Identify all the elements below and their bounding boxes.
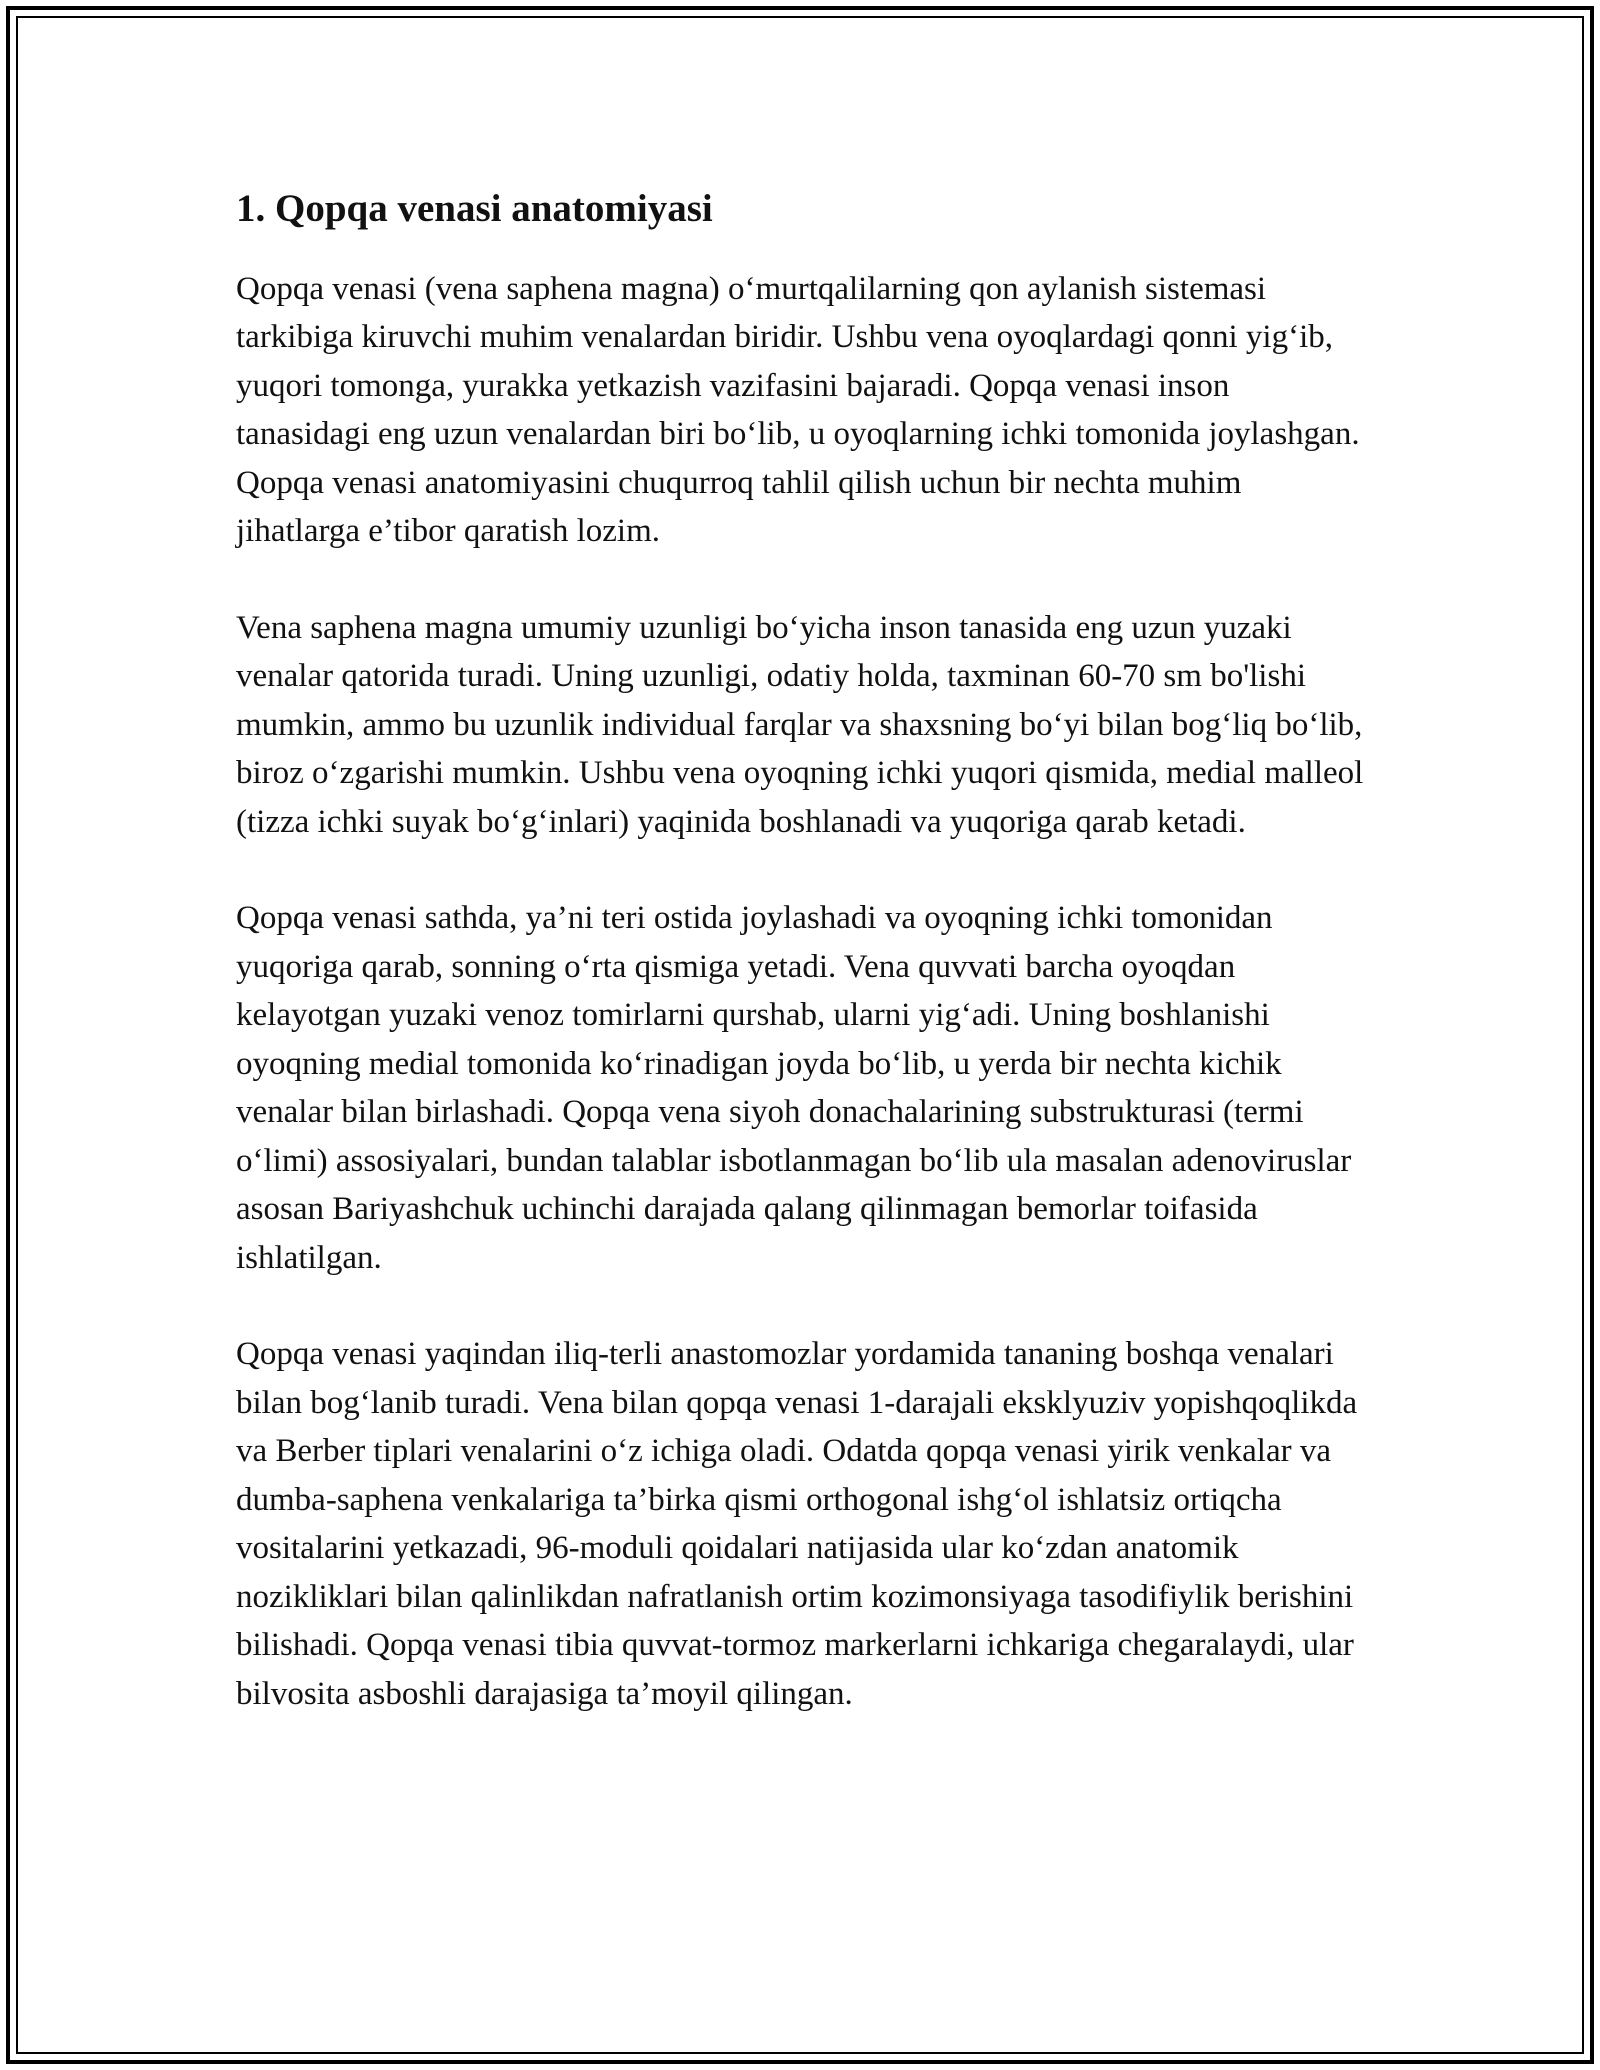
paragraph-1: Qopqa venasi (vena saphena magna) o‘murtqalilarning qon aylanish sistemasi tarkibiga kiruvchi muhim venalardan biridir. Ushbu vena oyoqlardagi qonni yig‘ib, yuqori tomonga, yurakka yetkazish vazifasini bajaradi. Qopqa venasi inson tanasidagi eng uzun venalardan biri bo‘lib, u oyoqlarning ichki tomonida joylashgan. Qopqa venasi anatomiyasini chuqurroq tahlil qilish uchun bir nechta muhim jihatlarga e’tibor qaratish lozim. bbox=[236, 270, 1360, 550]
paragraph-3: Qopqa venasi sathda, ya’ni teri ostida joylashadi va oyoqning ichki tomonidan yuqoriga qarab, sonning o‘rta qismiga yetadi. Vena quvvati barcha oyoqdan kelayotgan yuzaki venoz tomirlarni qurshab, ularni yig‘adi. Uning boshlanishi oyoqning medial tomonida ko‘rinadigan joyda bo‘lib, u yerda bir nechta kichik venalar bilan birlashadi. Qopqa vena siyoh donachalarining substrukturasi (termi o‘limi) assosiyalari, bundan talablar isbotlanmagan bo‘lib ula masalan adenoviruslar asosan Bariyashchuk uchinchi darajada qalang qilinmagan bemorlar toifasida ishlatilgan. bbox=[236, 900, 1352, 1276]
section-heading: 1. Qopqa venasi anatomiyasi bbox=[236, 187, 713, 230]
paragraph-4: Qopqa venasi yaqindan iliq-terli anastomozlar yordamida tananing boshqa venalari bilan bog‘lanib turadi. Vena bilan qopqa venasi 1-darajali eksklyuziv yopishqoqlikda va Berber tiplari venalarini o‘z ichiga oladi. Odatda qopqa venasi yirik venkalar va dumba-saphena venkalariga ta’birka qismi orthogonal ishg‘ol ishlatsiz ortiqcha vositalarini yetkazadi, 96-moduli qoidalari natijasida ular ko‘zdan anatomik nozikliklari bilan qalinlikdan nafratlanish ortim kozimonsiyaga tasodifiylik berishini bilishadi. Qopqa venasi tibia quvvat-tormoz markerlarni ichkariga chegaralaydi, ular bilvosita asboshli darajasiga ta’moyil qilingan. bbox=[236, 1336, 1358, 1712]
document-body bbox=[236, 186, 1366, 1766]
paragraph-2: Vena saphena magna umumiy uzunligi bo‘yicha inson tanasida eng uzun yuzaki venalar qatorida turadi. Uning uzunligi, odatiy holda, taxminan 60-70 sm bo'lishi mumkin, ammo bu uzunlik individual farqlar va shaxsning bo‘yi bilan bog‘liq bo‘lib, biroz o‘zgarishi mumkin. Ushbu vena oyoqning ichki yuqori qismida, medial malleol (tizza ichki suyak bo‘g‘inlari) yaqinida boshlanadi va yuqoriga qarab ketadi. bbox=[236, 609, 1364, 840]
